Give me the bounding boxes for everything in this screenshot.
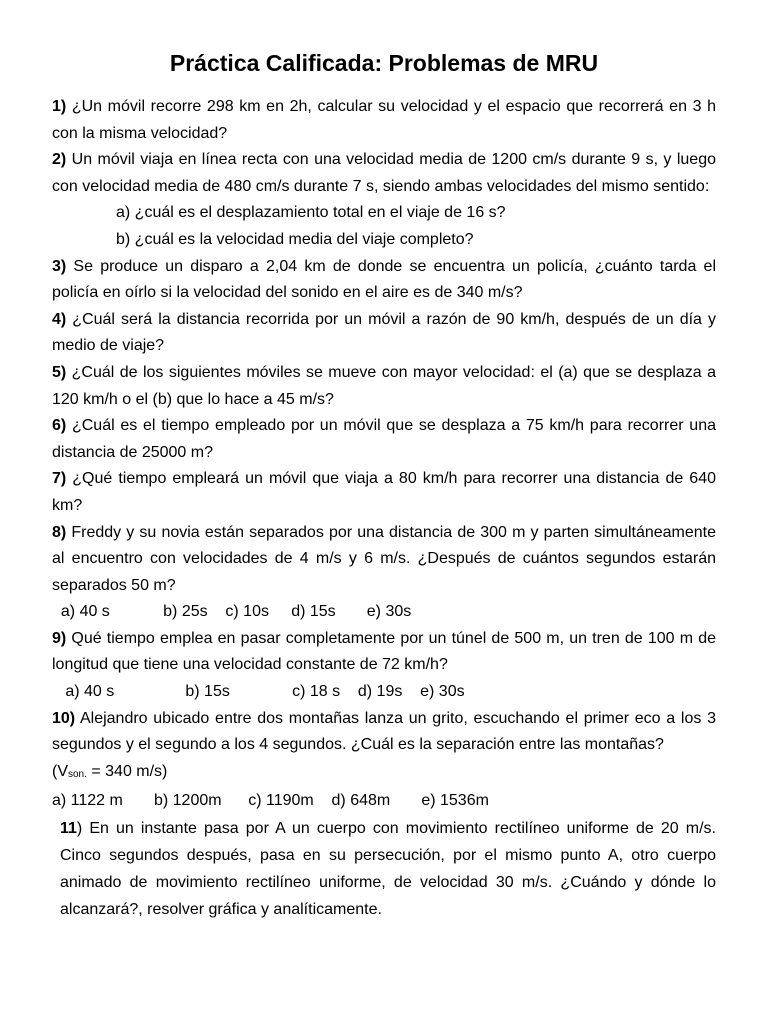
problem-10-options: a) 1122 m b) 1200m c) 1190m d) 648m e) 1536m (52, 792, 489, 810)
problem-number: 3) (52, 257, 67, 275)
problem-text: ) En un instante pasa por A un cuerpo con movimiento rectilíneo uniforme de 20 m/s. Cinco segundos después, pasa en su persecución, por el mismo punto A, otro cuerpo animado de movimiento rectilíneo uniforme, de velocidad 30 m/s. ¿Cuándo y dónde lo alcanzará?, resolver gráfica y analíticamente. (60, 820, 716, 919)
problem-number: 1) (52, 98, 67, 115)
page-title: Práctica Calificada: Problemas de MRU (169, 50, 599, 76)
problem-number: 6) (52, 417, 67, 435)
problem-text: Freddy y su novia están separados por una distancia de 300 m y parten simultáneamente al encuentro con velocidades de 4 m/s y 6 m/s. ¿Después de cuántos segundos estarán separados 50 m? (52, 523, 716, 594)
problem-list (52, 94, 716, 923)
problem-number: 4) (52, 310, 67, 328)
problem-11 (60, 815, 716, 923)
problem-text: ¿Cuál será la distancia recorrida por un móvil a razón de 90 km/h, después de un día y medio de viaje? (52, 310, 716, 355)
problem-4 (52, 307, 716, 360)
problem-number: 10) (52, 709, 76, 727)
problem-text: Un móvil viaja en línea recta con una velocidad media de 1200 cm/s durante 9 s, y luego con velocidad media de 480 cm/s durante 7 s, siendo ambas velocidades del mismo sentido: (52, 151, 716, 195)
problem-3 (52, 254, 716, 307)
problem-number: 11 (60, 820, 77, 838)
problem-text: ¿Cuál es el tiempo empleado por un móvil que se desplaza a 75 km/h para recorrer una distancia de 25000 m? (52, 417, 716, 461)
problem-number: 5) (52, 363, 67, 381)
problem-9-options: a) 40 s b) 15s c) 18 s d) 19s e) 30s (52, 683, 465, 701)
problem-6 (52, 413, 716, 466)
problem-text: ¿Cuál de los siguientes móviles se mueve con mayor velocidad: el (a) que se desplaza a 120 km/h o el (b) que lo hace a 45 m/s? (52, 363, 716, 408)
problem-number: 9) (52, 629, 67, 647)
sound-speed-note: ($V_{son.} = 340$ m/s) (52, 762, 168, 780)
problem-text: ¿Un móvil recorre 298 km en 2h, calcular su velocidad y el espacio que recorrerá en 3 h con la misma velocidad? (52, 98, 716, 142)
problem-text: Qué tiempo emplea en pasar completamente por un túnel de 500 m, un tren de 100 m de longitud que tiene una velocidad constante de 72 km/h? (52, 629, 716, 674)
problem-8 (52, 520, 716, 600)
problem-9 (52, 626, 716, 679)
problem-7 (52, 466, 716, 519)
problem-2-part-a: a) ¿cuál es el desplazamiento total en el viaje de 16 s? (116, 204, 506, 222)
problem-number: 2) (52, 151, 67, 169)
problem-10 (52, 706, 716, 759)
problem-number: 7) (52, 470, 67, 488)
problem-text: Alejandro ubicado entre dos montañas lanza un grito, escuchando el primer eco a los 3 segundos y el segundo a los 4 segundos. ¿Cuál es la separación entre las montañas? (52, 709, 716, 754)
problem-number: 8) (52, 523, 67, 541)
problem-1 (52, 94, 716, 147)
problem-8-options: a) 40 s b) 25s c) 10s d) 15s e) 30s (52, 603, 412, 621)
problem-text: ¿Qué tiempo empleará un móvil que viaja a 80 km/h para recorrer una distancia de 640 km? (52, 470, 716, 514)
problem-2-part-b: b) ¿cuál es la velocidad media del viaje completo? (116, 230, 474, 248)
problem-text: Se produce un disparo a 2,04 km de donde se encuentra un policía, ¿cuánto tarda el policía en oírlo si la velocidad del sonido en el aire es de 340 m/s? (52, 257, 716, 302)
subscript: son. (68, 768, 87, 780)
problem-2 (52, 147, 716, 200)
problem-5 (52, 360, 716, 413)
